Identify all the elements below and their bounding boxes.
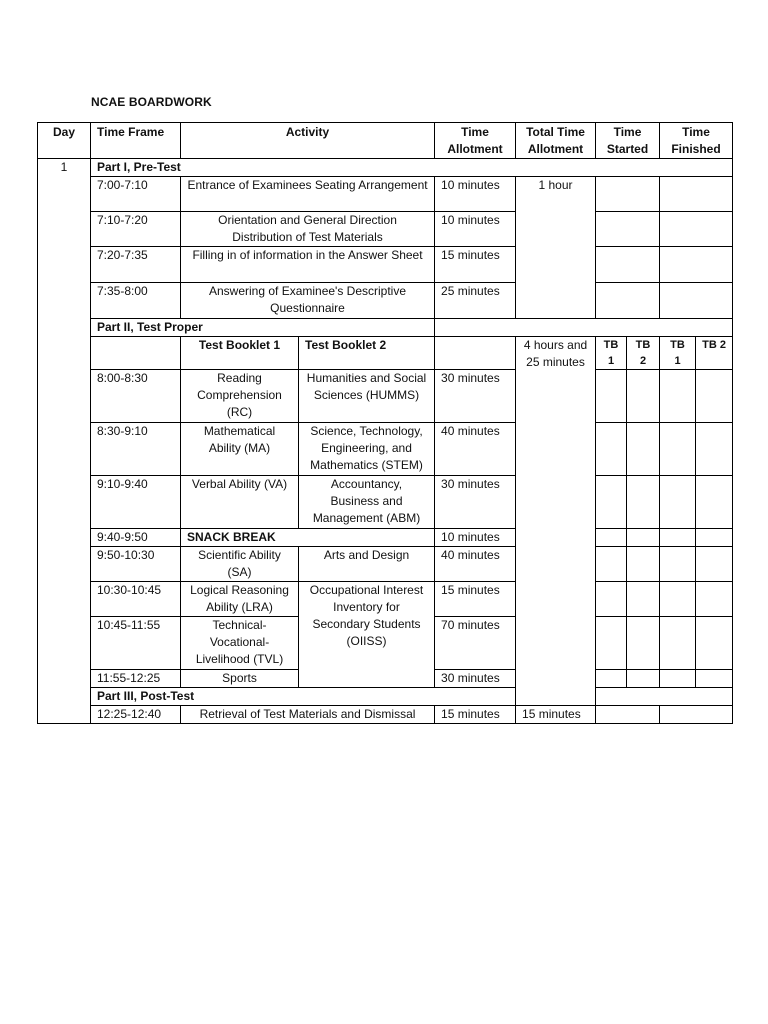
tb-cell bbox=[660, 529, 696, 547]
activity-cell: Answering of Examinee's Descriptive Questionnaire bbox=[181, 283, 435, 319]
time-frame-cell: 10:30-10:45 bbox=[91, 582, 181, 617]
booklet2-cell: Humanities and Social Sciences (HUMMS) bbox=[299, 370, 435, 423]
tb-cell bbox=[596, 370, 627, 423]
tb-label: TB 1 bbox=[596, 337, 627, 370]
activity-cell: Filling in of information in the Answer Sheet bbox=[181, 247, 435, 283]
tb-cell bbox=[627, 617, 660, 670]
part2-total-cell: 4 hours and 25 minutes bbox=[516, 337, 596, 706]
booklet2-cell: Occupational Interest Inventory for Secondary Students (OIISS) bbox=[299, 582, 435, 688]
header-time-finished: Time Finished bbox=[660, 123, 733, 159]
tb-cell bbox=[660, 617, 696, 670]
tb-cell bbox=[660, 370, 696, 423]
tb-cell bbox=[660, 670, 696, 688]
tb-cell bbox=[660, 423, 696, 476]
booklet1-cell: Technical-Vocational-Livelihood (TVL) bbox=[181, 617, 299, 670]
tb-cell bbox=[596, 529, 627, 547]
tb-cell bbox=[696, 670, 733, 688]
allotment-cell: 15 minutes bbox=[435, 706, 516, 724]
time-frame-cell: 9:50-10:30 bbox=[91, 547, 181, 582]
time-frame-cell: 7:35-8:00 bbox=[91, 283, 181, 319]
header-row bbox=[38, 123, 733, 159]
activity-cell: Retrieval of Test Materials and Dismissal bbox=[181, 706, 435, 724]
booklet1-cell: Logical Reasoning Ability (LRA) bbox=[181, 582, 299, 617]
time-frame-cell: 8:00-8:30 bbox=[91, 370, 181, 423]
time-started-cell bbox=[596, 177, 660, 212]
time-finished-cell bbox=[660, 212, 733, 247]
tb-cell bbox=[627, 582, 660, 617]
table-row bbox=[38, 283, 733, 319]
booklet2-cell: Arts and Design bbox=[299, 547, 435, 582]
part2-subheader-row bbox=[38, 337, 733, 370]
header-time-allotment: Time Allotment bbox=[435, 123, 516, 159]
header-total-time-allotment: Total Time Allotment bbox=[516, 123, 596, 159]
snack-break-row bbox=[38, 529, 733, 547]
part2-label-blank bbox=[435, 319, 733, 337]
time-frame-cell: 8:30-9:10 bbox=[91, 423, 181, 476]
time-started-cell bbox=[596, 212, 660, 247]
part3-label: Part III, Post-Test bbox=[91, 688, 733, 706]
blank-cell bbox=[435, 337, 516, 370]
tb-cell bbox=[696, 617, 733, 670]
time-frame-cell: 9:40-9:50 bbox=[91, 529, 181, 547]
header-time-started: Time Started bbox=[596, 123, 660, 159]
tb-cell bbox=[660, 476, 696, 529]
time-frame-cell: 7:20-7:35 bbox=[91, 247, 181, 283]
schedule-table bbox=[37, 122, 733, 724]
table-row bbox=[38, 423, 733, 476]
part2-label: Part II, Test Proper bbox=[91, 319, 435, 337]
document-title: NCAE BOARDWORK bbox=[91, 95, 212, 109]
part1-total-cell: 1 hour bbox=[516, 177, 596, 319]
allotment-cell: 30 minutes bbox=[435, 670, 516, 688]
tb-cell bbox=[696, 582, 733, 617]
booklet2-cell: Accountancy, Business and Management (ABM) bbox=[299, 476, 435, 529]
day-cell: 1 bbox=[38, 159, 91, 724]
tb-cell bbox=[627, 476, 660, 529]
time-frame-cell: 9:10-9:40 bbox=[91, 476, 181, 529]
time-finished-cell bbox=[660, 177, 733, 212]
booklet1-header: Test Booklet 1 bbox=[181, 337, 299, 370]
time-finished-cell bbox=[660, 247, 733, 283]
tb-label: TB 1 bbox=[660, 337, 696, 370]
allotment-cell: 15 minutes bbox=[435, 247, 516, 283]
time-frame-cell: 12:25-12:40 bbox=[91, 706, 181, 724]
tb-cell bbox=[696, 529, 733, 547]
tb-cell bbox=[596, 423, 627, 476]
tb-cell bbox=[660, 582, 696, 617]
booklet1-cell: Sports bbox=[181, 670, 299, 688]
tb-cell bbox=[627, 670, 660, 688]
tb-cell bbox=[660, 547, 696, 582]
tb-cell bbox=[696, 370, 733, 423]
table-row bbox=[38, 582, 733, 617]
time-frame-cell: 11:55-12:25 bbox=[91, 670, 181, 688]
activity-cell: Entrance of Examinees Seating Arrangement bbox=[181, 177, 435, 212]
blank-cell bbox=[91, 337, 181, 370]
tb-cell bbox=[596, 617, 627, 670]
allotment-cell: 10 minutes bbox=[435, 177, 516, 212]
allotment-cell: 30 minutes bbox=[435, 370, 516, 423]
tb-cell bbox=[627, 547, 660, 582]
tb-cell bbox=[696, 547, 733, 582]
time-frame-cell: 10:45-11:55 bbox=[91, 617, 181, 670]
allotment-cell: 10 minutes bbox=[435, 212, 516, 247]
part1-label-row bbox=[38, 159, 733, 177]
allotment-cell: 40 minutes bbox=[435, 547, 516, 582]
time-frame-cell: 7:00-7:10 bbox=[91, 177, 181, 212]
table-row bbox=[38, 212, 733, 247]
part1-label: Part I, Pre-Test bbox=[91, 159, 733, 177]
booklet1-cell: Verbal Ability (VA) bbox=[181, 476, 299, 529]
part3-label-row bbox=[38, 688, 733, 706]
time-finished-cell bbox=[660, 706, 733, 724]
tb-cell bbox=[596, 670, 627, 688]
booklet2-header: Test Booklet 2 bbox=[299, 337, 435, 370]
booklet1-cell: Reading Comprehension (RC) bbox=[181, 370, 299, 423]
snack-break-cell: SNACK BREAK bbox=[181, 529, 435, 547]
tb-cell bbox=[627, 529, 660, 547]
tb-cell bbox=[596, 582, 627, 617]
header-day: Day bbox=[38, 123, 91, 159]
tb-cell bbox=[596, 476, 627, 529]
time-started-cell bbox=[596, 247, 660, 283]
booklet2-cell: Science, Technology, Engineering, and Mathematics (STEM) bbox=[299, 423, 435, 476]
booklet1-cell: Scientific Ability (SA) bbox=[181, 547, 299, 582]
time-finished-cell bbox=[660, 283, 733, 319]
part3-total-cell: 15 minutes bbox=[516, 706, 596, 724]
tb-cell bbox=[627, 370, 660, 423]
allotment-cell: 70 minutes bbox=[435, 617, 516, 670]
tb-cell bbox=[696, 423, 733, 476]
table-row bbox=[38, 476, 733, 529]
header-time-frame: Time Frame bbox=[91, 123, 181, 159]
allotment-cell: 25 minutes bbox=[435, 283, 516, 319]
booklet1-cell: Mathematical Ability (MA) bbox=[181, 423, 299, 476]
table-row bbox=[38, 706, 733, 724]
allotment-cell: 10 minutes bbox=[435, 529, 516, 547]
allotment-cell: 30 minutes bbox=[435, 476, 516, 529]
time-started-cell bbox=[596, 283, 660, 319]
tb-label: TB 2 bbox=[627, 337, 660, 370]
activity-cell: Orientation and General Direction Distribution of Test Materials bbox=[181, 212, 435, 247]
tb-cell bbox=[627, 423, 660, 476]
tb-label: TB 2 bbox=[696, 337, 733, 370]
tb-cell bbox=[696, 476, 733, 529]
part2-label-row bbox=[38, 319, 733, 337]
table-row bbox=[38, 177, 733, 212]
time-frame-cell: 7:10-7:20 bbox=[91, 212, 181, 247]
allotment-cell: 40 minutes bbox=[435, 423, 516, 476]
time-started-cell bbox=[596, 706, 660, 724]
allotment-cell: 15 minutes bbox=[435, 582, 516, 617]
table-row bbox=[38, 247, 733, 283]
table-row bbox=[38, 547, 733, 582]
header-activity: Activity bbox=[181, 123, 435, 159]
tb-cell bbox=[596, 547, 627, 582]
table-row bbox=[38, 370, 733, 423]
